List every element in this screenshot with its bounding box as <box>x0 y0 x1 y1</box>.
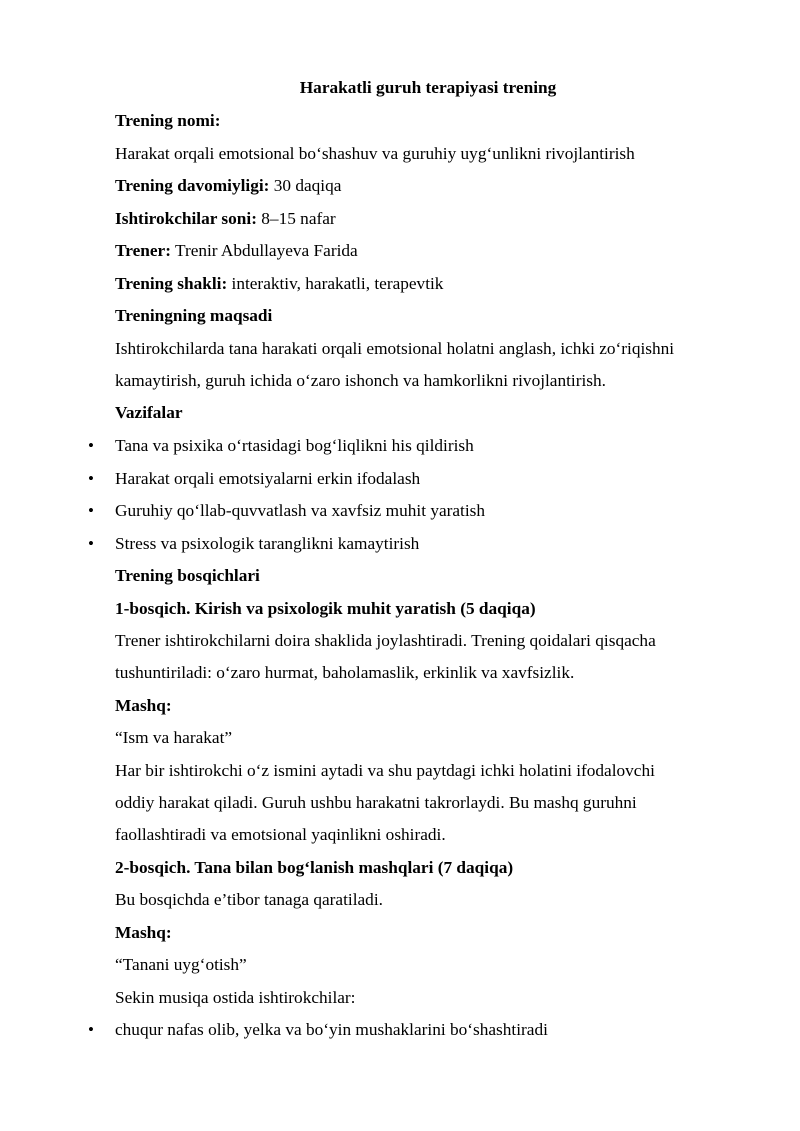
trainer-label: Trener: <box>115 241 171 260</box>
stage1-desc-line-3: faollashtiradi va emotsional yaqinlikni oshiradi. <box>115 825 446 844</box>
goal-text-line-1: Ishtirokchilarda tana harakati orqali emotsional holatni anglash, ichki zo‘riqishni <box>115 339 675 358</box>
stage1-text-line-1: Trener ishtirokchilarni doira shaklida joylashtiradi. Trening qoidalari qisqacha <box>115 631 656 650</box>
form-value: interaktiv, harakatli, terapevtik <box>227 274 444 293</box>
name-label: Trening nomi: <box>115 111 221 130</box>
stage2-bullet-1: chuqur nafas olib, yelka va bo‘yin mushaklarini bo‘shashtiradi <box>115 1020 548 1039</box>
stage1-exercise-label: Mashq: <box>115 696 172 715</box>
task-item-4: Stress va psixologik taranglikni kamaytirish <box>115 534 420 553</box>
task-item-2: Harakat orqali emotsiyalarni erkin ifodalash <box>115 469 421 488</box>
stage1-text-line-2: tushuntiriladi: o‘zaro hurmat, baholamaslik, erkinlik va xavfsizlik. <box>115 663 575 682</box>
goal-heading: Treningning maqsadi <box>115 306 273 325</box>
participants-value: 8–15 nafar <box>256 209 336 228</box>
stage1-exercise-name: “Ism va harakat” <box>115 728 233 747</box>
trainer-line <box>115 241 358 261</box>
stage2-text-line-1: Bu bosqichda e’tibor tanaga qaratiladi. <box>115 890 383 909</box>
participants-label: Ishtirokchilar soni: <box>115 209 257 228</box>
stage2-exercise-label: Mashq: <box>115 923 172 942</box>
participants-line <box>115 209 336 229</box>
bullet-glyph: • <box>88 436 94 455</box>
task-item-3: Guruhiy qo‘llab-quvvatlash va xavfsiz muhit yaratish <box>115 501 486 520</box>
stage1-heading: 1-bosqich. Kirish va psixologik muhit yaratish (5 daqiqa) <box>115 599 536 618</box>
stage1-desc-line-2: oddiy harakat qiladi. Guruh ushbu harakatni takrorlaydi. Bu mashq guruhni <box>115 793 637 812</box>
stage2-exercise-name: “Tanani uyg‘otish” <box>115 955 247 974</box>
goal-text-line-2: kamaytirish, guruh ichida o‘zaro ishonch va hamkorlikni rivojlantirish. <box>115 371 606 390</box>
trainer-value: Trenir Abdullayeva Farida <box>170 241 358 260</box>
stages-heading: Trening bosqichlari <box>115 566 260 585</box>
task-item-1: Tana va psixika o‘rtasidagi bog‘liqlikni his qildirish <box>115 436 474 455</box>
bullet-glyph: • <box>88 1020 94 1039</box>
stage2-intro: Sekin musiqa ostida ishtirokchilar: <box>115 988 356 1007</box>
form-line <box>115 274 443 294</box>
bullet-glyph: • <box>88 534 94 553</box>
form-label: Trening shakli: <box>115 274 228 293</box>
name-value: Harakat orqali emotsional bo‘shashuv va guruhiy uyg‘unlikni rivojlantirish <box>115 144 635 163</box>
duration-label: Trening davomiyligi: <box>115 176 270 195</box>
stage1-desc-line-1: Har bir ishtirokchi o‘z ismini aytadi va shu paytdagi ichki holatini ifodalovchi <box>115 761 655 780</box>
tasks-heading: Vazifalar <box>115 403 183 422</box>
duration-line <box>115 176 341 196</box>
bullet-glyph: • <box>88 469 94 488</box>
duration-value: 30 daqiqa <box>269 176 342 195</box>
bullet-glyph: • <box>88 501 94 520</box>
stage2-heading: 2-bosqich. Tana bilan bog‘lanish mashqlari (7 daqiqa) <box>115 858 514 877</box>
document-title: Harakatli guruh terapiyasi trening <box>299 78 557 97</box>
